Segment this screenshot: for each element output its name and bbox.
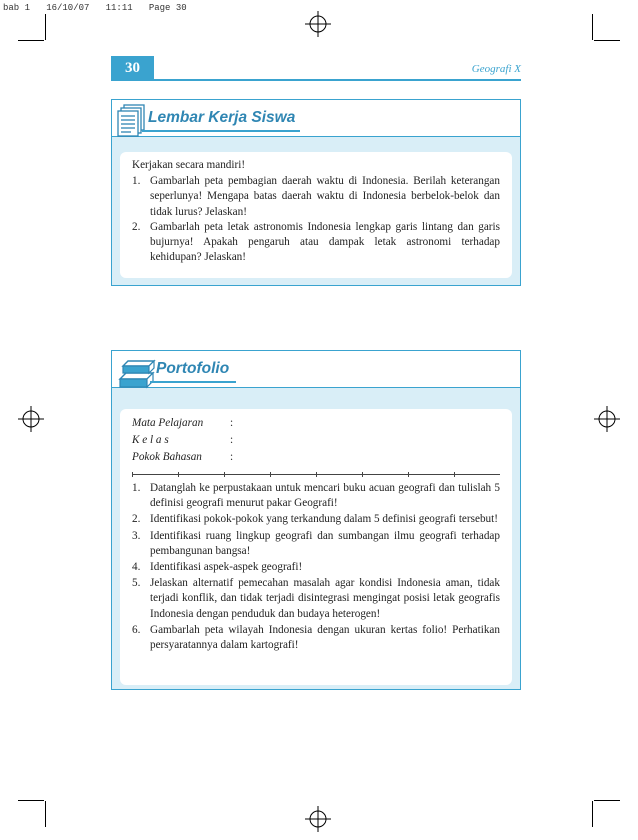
item-text: Gambarlah peta wilayah Indonesia dengan ukuran kertas folio! Perhatikan persyaratannya dalam kartografi! — [150, 623, 500, 652]
worksheet-list — [132, 174, 500, 265]
item-text: Jelaskan alternatif pemecahan masalah agar kondisi Indonesia aman, tidak terjadi konflik, dan tidak terjadi disintegrasi mengingat posisi letak geografis Indonesia dengan penduduk dan budaya heterogen! — [150, 577, 500, 620]
meta-label: Mata Pelajaran — [132, 417, 204, 429]
item-text: Identifikasi pokok-pokok yang terkandung dalam 5 definisi geografi tersebut! — [150, 513, 498, 526]
item-number: 1. — [132, 482, 141, 494]
ruler-divider — [132, 469, 500, 475]
registration-mark-icon — [305, 806, 331, 832]
meta-label: Pokok Bahasan — [132, 451, 202, 463]
list-item — [132, 512, 500, 527]
meta-row — [132, 449, 500, 466]
portfolio-header — [112, 351, 520, 388]
meta-colon: : — [230, 434, 234, 446]
list-item — [132, 481, 500, 511]
list-item — [132, 576, 500, 622]
item-text: Identifikasi aspek-aspek geografi! — [150, 561, 303, 574]
portfolio-list — [132, 481, 500, 653]
crop-mark — [45, 14, 46, 40]
crop-mark — [18, 800, 44, 801]
list-item — [132, 560, 500, 575]
crop-mark — [45, 801, 46, 827]
title-underline — [150, 381, 236, 383]
worksheet-header — [112, 100, 520, 137]
page-number: 30 — [111, 56, 154, 80]
item-text: Identifikasi ruang lingkup geografi dan sumbangan ilmu geografi terhadap pembangunan bangsa! — [150, 529, 500, 557]
item-text: Gambarlah peta letak astronomis Indonesia lengkap garis lintang dan garis bujurnya! Apakah pengaruh atau dampak letak astronomi terhadap kehidupan? Jelaskan! — [150, 220, 500, 264]
crop-mark — [18, 40, 44, 41]
list-item — [132, 174, 500, 220]
item-text: Gambarlah peta pembagian daerah waktu di Indonesia. Berilah keterangan seperlunya! Mengapa batas daerah waktu di Indonesia berbelok-belok dan tidak lurus? Jelaskan! — [150, 175, 500, 218]
meta-row — [132, 432, 500, 449]
worksheet-content — [120, 152, 512, 278]
worksheet-title: Lembar Kerja Siswa — [148, 109, 296, 126]
registration-mark-icon — [18, 406, 44, 432]
item-number: 4. — [132, 561, 141, 574]
crop-mark — [594, 800, 620, 801]
running-header-title: Geografi X — [471, 63, 521, 75]
portfolio-title: Portofolio — [156, 360, 230, 377]
header-rule — [111, 79, 521, 81]
crop-mark — [594, 40, 620, 41]
meta-label: K e l a s — [132, 434, 169, 446]
list-item — [132, 623, 500, 653]
list-item — [132, 220, 500, 266]
portfolio-section — [111, 350, 521, 690]
worksheet-section — [111, 99, 521, 286]
list-item — [132, 529, 500, 559]
stacked-books-icon — [117, 355, 157, 391]
item-number: 5. — [132, 577, 141, 590]
item-number: 3. — [132, 529, 141, 542]
registration-mark-icon — [305, 11, 331, 37]
printer-slug: bab 1 16/10/07 11:11 Page 30 — [3, 3, 187, 13]
item-number: 6. — [132, 623, 141, 636]
crop-mark — [592, 801, 593, 827]
meta-colon: : — [230, 417, 234, 429]
document-pages-icon — [115, 104, 147, 138]
crop-mark — [592, 14, 593, 40]
item-number: 2. — [132, 220, 141, 233]
item-text: Datanglah ke perpustakaan untuk mencari buku acuan geografi dan tulislah 5 definisi geografi menurut pakar Geografi! — [150, 482, 500, 510]
meta-colon: : — [230, 451, 234, 463]
item-number: 2. — [132, 513, 141, 526]
portfolio-content — [120, 409, 512, 685]
item-number: 1. — [132, 175, 141, 188]
meta-row — [132, 415, 500, 432]
worksheet-intro: Kerjakan secara mandiri! — [132, 159, 246, 171]
registration-mark-icon — [594, 406, 620, 432]
title-underline — [142, 130, 300, 132]
